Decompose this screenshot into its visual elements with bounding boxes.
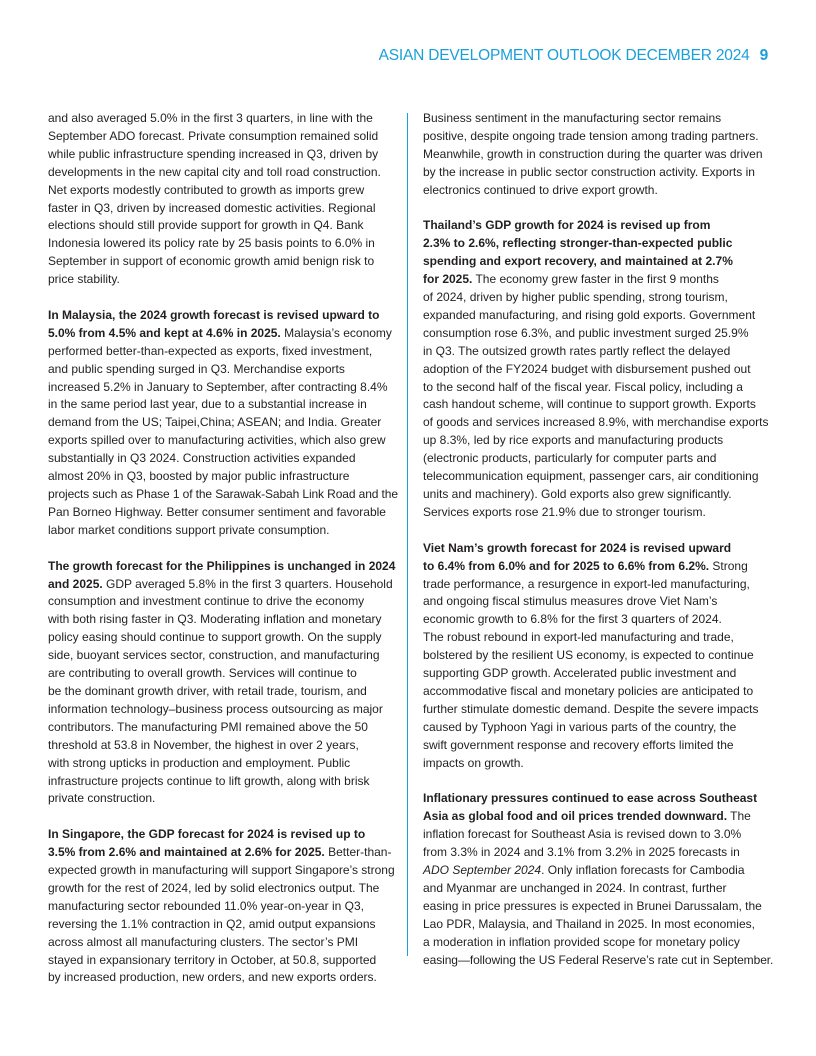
paragraph-indonesia: and also averaged 5.0% in the first 3 quarters, in line with the September ADO forecast. Private consumption remained solid while public infrastructure spending increased in Q3, driven by developments in the new capital city and toll road construction. Net exports modestly contributed to growth as imports grew faster in Q3, driven by increased domestic activities. Regional elections should still provide support for growth in Q4. Bank Indonesia lowered its policy rate by 25 basis points to 6.0% in September in support of economic growth amid benign risk to price stability. xyxy=(48,111,381,287)
running-header xyxy=(379,47,768,65)
paragraph-philippines: The growth forecast for the Philippines is unchanged in 2024 and 2025. GDP averaged 5.8% in the first 3 quarters. Household consumption and investment continue to drive the economy with both rising faster in Q3. Moderating inflation and monetary policy easing should continue to support growth. On the supply side, buoyant services sector, construction, and manufacturing are contributing to overall growth. Services will continue to be the dominant growth driver, with retail trade, tourism, and information technology–business process outsourcing as major contributors. The manufacturing PMI remained above the 50 threshold at 53.8 in November, the highest in over 2 years, with strong upticks in production and employment. Public infrastructure projects continue to lift growth, along with brisk private construction. xyxy=(48,558,396,806)
paragraph-thailand: Thailand’s GDP growth for 2024 is revised up from 2.3% to 2.6%, reflecting stronger-than-expected public spending and export recovery, and maintained at 2.7% for 2025. The economy grew faster in the first 9 months of 2024, driven by higher public spending, strong tourism, expanded manufacturing, and rising gold exports. Government consumption rose 6.3%, and public investment surged 25.9% in Q3. The outsized growth rates partly reflect the delayed adoption of the FY2024 budget with disbursement pushed out to the second half of the fiscal year. Fiscal policy, including a cash handout scheme, will continue to support growth. Exports of goods and services increased 8.9%, with merchandise exports up 8.3%, led by rice exports and manufacturing products (electronic products, particularly for computer parts and telecommunication equipment, passenger cars, air conditioning units and machinery). Gold exports also grew significantly. Services exports rose 21.9% due to stronger tourism. xyxy=(423,218,769,519)
ado-citation: ADO September 2024 xyxy=(423,863,542,878)
publication-title: ASIAN DEVELOPMENT OUTLOOK DECEMBER 2024 xyxy=(378,47,750,64)
paragraph-singapore: In Singapore, the GDP forecast for 2024 is revised up to 3.5% from 2.6% and maintained at 2.6% for 2025. Better-than- expected growth in manufacturing will support Singapore’s strong growth for the rest of 2024, led by solid electronics output. The manufacturing sector rebounded 11.0% year-on-year in Q3, reversing the 1.1% contraction in Q2, amid output expansions across almost all manufacturing clusters. The sector’s PMI stayed in expansionary territory in October, at 50.8, supported by increased production, new orders, and new exports orders. xyxy=(48,827,395,985)
left-column xyxy=(48,110,398,1005)
paragraph-malaysia: In Malaysia, the 2024 growth forecast is revised upward to 5.0% from 4.5% and kept at 4.6% in 2025. Malaysia’s economy performed better-than-expected as exports, fixed investment, and public spending surged in Q3. Merchandise exports increased 5.2% in January to September, after contracting 8.4% in the same period last year, due to a substantial increase in demand from the US; Taipei,China; ASEAN; and India. Greater exports spilled over to manufacturing activities, which also grew substantially in Q3 2024. Construction activities expanded almost 20% in Q3, boosted by major public infrastructure projects such as Phase 1 of the Sarawak-Sabah Link Road and the Pan Borneo Highway. Better consumer sentiment and favorable labor market conditions support private consumption. xyxy=(48,307,398,537)
paragraph-singapore-cont: Business sentiment in the manufacturing sector remains positive, despite ongoing trade tension among trading partners. Meanwhile, growth in construction during the quarter was driven by the increase in public sector construction activity. Exports in electronics continued to drive export growth. xyxy=(423,111,763,197)
right-column xyxy=(423,110,773,987)
malaysia-lead: In Malaysia, the 2024 growth forecast is revised upward to xyxy=(48,307,380,322)
thailand-lead: Thailand’s GDP growth for 2024 is revised up from xyxy=(423,218,711,233)
inflation-lead: Inflationary pressures continued to ease across Southeast xyxy=(423,791,758,806)
column-divider xyxy=(407,113,408,956)
vietnam-lead: Viet Nam’s growth forecast for 2024 is revised upward xyxy=(423,540,732,555)
singapore-lead: In Singapore, the GDP forecast for 2024 is revised up to xyxy=(48,827,366,842)
philippines-lead: The growth forecast for the Philippines is unchanged in 2024 xyxy=(48,558,396,573)
paragraph-vietnam: Viet Nam’s growth forecast for 2024 is revised upward to 6.4% from 6.0% and for 2025 to 6.6% from 6.2%. Strong trade performance, a resurgence in export-led manufacturing, and ongoing fiscal stimulus measures drove Viet Nam’s economic growth to 6.8% for the first 3 quarters of 2024. The robust rebound in export-led manufacturing and trade, bolstered by the resilient US economy, is expected to continue supporting GDP growth. Accelerated public investment and accommodative fiscal and monetary policies are anticipated to further stimulate domestic demand. Despite the severe impacts caused by Typhoon Yagi in various parts of the country, the swift government response and recovery efforts limited the impacts on growth. xyxy=(423,540,759,770)
paragraph-inflation: Inflationary pressures continued to ease across Southeast Asia as global food and oil prices trended downward. The inflation forecast for Southeast Asia is revised down to 3.0% from 3.3% in 2024 and 3.1% from 3.2% in 2025 forecasts in ADO September 2024. Only inflation forecasts for Cambodia and Myanmar are unchanged in 2024. In contrast, further easing in price pressures is expected in Brunei Darussalam, the Lao PDR, Malaysia, and Thailand in 2025. In most economies, a moderation in inflation provided scope for monetary policy easing—following the US Federal Reserve’s rate cut in September. xyxy=(423,791,774,967)
page-number: 9 xyxy=(759,47,768,64)
